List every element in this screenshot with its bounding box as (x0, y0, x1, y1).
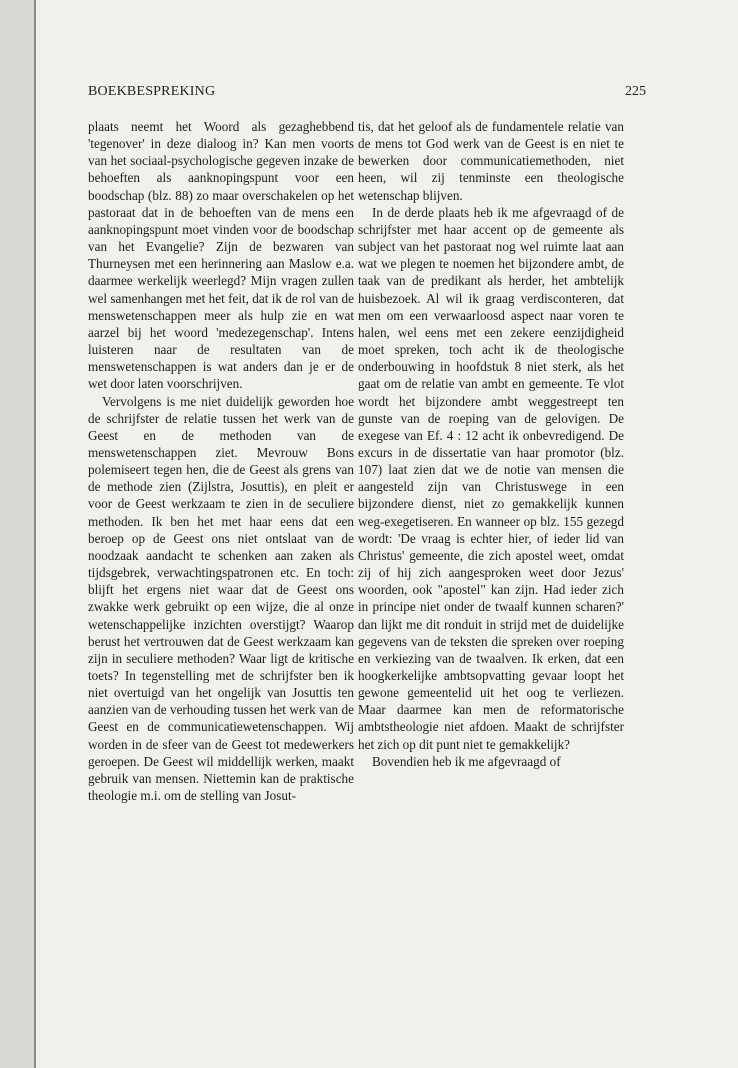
paragraph: Bovendien heb ik me afgevraagd of (372, 753, 561, 769)
book-page (34, 0, 738, 1068)
right-column (358, 118, 624, 770)
page-number: 225 (625, 84, 646, 99)
paragraph: In de derde plaats heb ik me afgevraagd of de schrijfster met haar accent op de gemeente als subject van het pastoraat nog wel ruimte laat aan wat we plegen te noemen het bijzondere ambt, de taak van de predikant als herder, het ambtelijk huisbezoek. Al wil ik graag verdisconteren, dat men om een verwaarloosd aspect naar voren te halen, wel eens met een zekere eenzijdigheid moet spreken, toch acht ik de theologische onderbouwing in hoofdstuk 8 niet sterk, als het gaat om de relatie van ambt en gemeente. Te vlot wordt het bijzondere ambt weggestreept ten gunste van de roeping van de gelovigen. De exegese van Ef. 4 : 12 acht ik onbevredigend. De excurs in de dissertatie van haar promotor (blz. 107) laat zien dat we de notie van mensen die aangesteld zijn van Christuswege in een bijzondere dienst, niet zo gemakkelijk kunnen weg-exegetiseren. En wanneer op blz. 155 gezegd wordt: 'De vraag is echter hier, of ieder lid van Christus' gemeente, die zich apostel weet, omdat zij of hij zich aangesproken weet door Jezus' woorden, ook "apostel" kan zijn. Had ieder zich in principe niet onder de twaalf kunnen scharen?' dan lijkt me dit ronduit in strijd met de duidelijke gegevens van de teksten die spreken over roeping en verkiezing van de twaalven. Ik erken, dat een hoogkerkelijke ambtsopvatting gevaar loopt het gewone gemeentelid uit het oog te verliezen. Maar daarmee kan men de reformatorische ambtstheologie niet afdoen. Maakt de schrijfster het zich op dit punt niet te gemakkelijk? (358, 204, 624, 752)
paragraph: Vervolgens is me niet duidelijk geworden hoe de schrijfster de relatie tussen het werk van de Geest en de methoden van de menswetenschappen ziet. Mevrouw Bons polemiseert tegen hen, die de Geest als grens van de methode zien (Zijlstra, Josuttis), en pleit er voor de Geest werkzaam te zien in de seculiere methoden. Ik ben het met haar eens dat een beroep op de Geest ons niet ontslaat van de noodzaak aandacht te schenken aan zaken als tijdsgebrek, verwachtingspatronen etc. En toch: blijft het ergens niet waar dat de Geest ons zwakke werk gebruikt op een wijze, die al onze wetenschappelijke inzichten overstijgt? Waarop berust het vertrouwen dat de Geest werkzaam kan zijn in seculiere methoden? Waar ligt de kritische toets? In tegenstelling met de schrijfster ben ik niet overtuigd van het ongelijk van Josuttis ten aanzien van de verhouding tussen het werk van de Geest en de communicatiewetenschappen. Wij worden in de sfeer van de Geest tot medewerkers geroepen. De Geest wil middellijk werken, maakt gebruik van mensen. Niettemin kan de praktische theologie m.i. om de stelling van Josut- (88, 393, 354, 804)
running-title: BOEKBESPREKING (88, 84, 216, 99)
left-column (88, 118, 354, 804)
paragraph: tis, dat het geloof als de fundamentele relatie van de mens tot God werk van de Geest is en niet te bewerken door communicatiemethoden, niet heen, wil zij tenminste een theologische wetenschap blijven. (358, 119, 624, 203)
paragraph: plaats neemt het Woord als gezaghebbend 'tegenover' in deze dialoog in? Kan men voorts van het sociaal-psychologische gegeven inzake de behoeften als aanknopingspunt voor een boodschap (blz. 88) zo maar overschakelen op het pastoraat dat in de behoeften van de mens een aanknopingspunt moet vinden voor de boodschap van het Evangelie? Zijn de bezwaren van Thurneysen met een herinnering aan Maslow e.a. daarmee werkelijk weerlegd? Mijn vragen zullen wel samenhangen met het feit, dat ik de rol van de menswetenschappen meer als hulp zie en wat aarzel bij het woord 'medezegenschap'. Intens luisteren naar de resultaten van de menswetenschappen is wat anders dan je er de wet door laten voorschrijven. (88, 119, 354, 392)
